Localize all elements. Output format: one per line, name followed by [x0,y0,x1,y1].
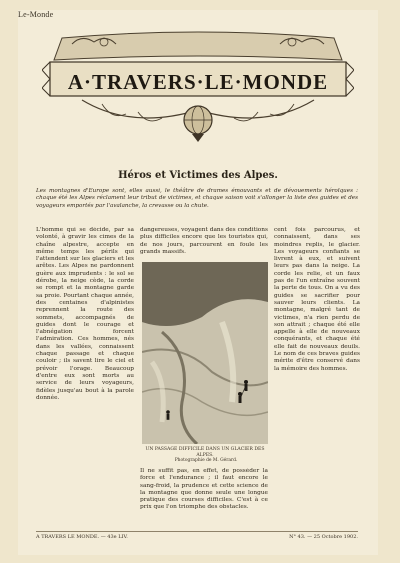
column-right-text: cent fois parcourus, et connaissent, dans ses moindres replis, le glacier. Les voyageurs confiants se livrent à eux, et suivent leurs pas dans la neige. La corde les relie, et un faux pas de l'un entraîne souvent la perte de tous. On a vu des guides se sacrifier pour sauver leurs clients. La montagne, malgré tant de victimes, n'a rien perdu de son attrait ; chaque été elle appelle à elle de nouveaux conquérants, et chaque été elle fait de nouveaux deuils. Le nom de ces braves guides mérite d'être conservé dans la mémoire des hommes. [274,227,360,372]
figure-caption: UN PASSAGE DIFFICILE DANS UN GLACIER DES ALPES. [145,447,265,458]
column-right [274,227,360,530]
article-lead: Les montagnes d'Europe sont, elles aussi, le théâtre de drames émouvants et de dévouements héroïques : chaque été les Alpes réclament leur tribut de victimes, et chaque saison voit s'allonger la liste des guides et des voyageurs emportés par l'avalanche, la crevasse ou la chute. [36,188,358,209]
article-title: Héros et Victimes des Alpes. [118,170,278,181]
column-middle-bottom [140,468,268,530]
column-middle-top [140,227,268,261]
column-left-text: L'homme qui se décide, par sa volonté, à gravir les cimes de la chaîne alpestre, accepte en même temps les périls qui l'attendent sur les glaciers et les arêtes. Les Alpes ne pardonnent guère aux imprudents : le sol se dérobe, la neige cède, la corde se rompt et la montagne garde sa proie. Pourtant chaque année, des centaines d'alpinistes reprennent la route des sommets, accompagnés de guides dont le courage et l'abnégation forcent l'admiration. Ces hommes, nés dans les vallées, connaissent chaque passage et chaque couloir ; ils savent lire le ciel et prévoir l'orage. Beaucoup d'entre eux sont morts au service de leurs voyageurs, fidèles jusqu'au bout à la parole donnée. [36,227,134,401]
masthead-title: A·TRAVERS·LE·MONDE [67,70,329,94]
column-left [36,227,134,527]
footer-right: N° 43. — 25 Octobre 1902. [289,534,358,540]
masthead-banner [42,30,354,142]
page-footer [36,534,358,542]
glacier-photograph [142,262,268,444]
top-tag: Le-Monde [18,10,54,19]
magazine-page [18,10,378,555]
footer-rule [36,531,358,532]
figure-credit: Photographie de M. Gérard. [174,458,238,463]
column-middle-bottom-text: Il ne suffit pas, en effet, de posséder la force et l'endurance ; il faut encore le sang-froid, la prudence et cette science de la montagne que donne seule une longue pratique des courses difficiles. C'est à ce prix que l'on triomphe des obstacles. [140,468,268,511]
glacier-illustration [142,262,268,444]
footer-left: A TRAVERS LE MONDE. — 43e LIV. [36,534,128,540]
column-middle-top-text: dangereuses, voyagent dans des conditions plus difficiles encore que les touristes qui, de nos jours, parcourent en foule les grands massifs. [140,227,268,255]
